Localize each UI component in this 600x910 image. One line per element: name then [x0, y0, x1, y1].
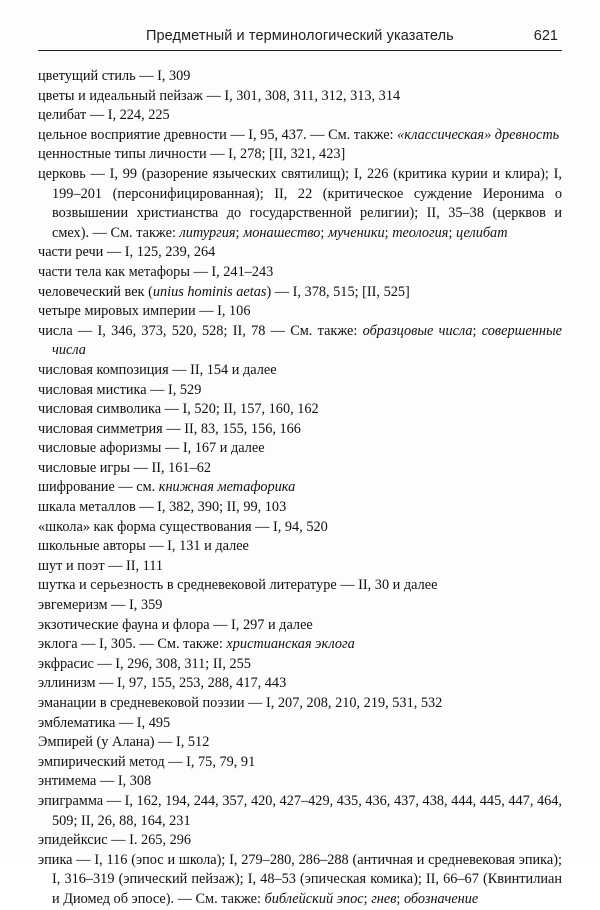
- entry-text: числовая симметрия — II, 83, 155, 156, 166: [38, 420, 301, 437]
- index-entry: [38, 792, 562, 831]
- entry-text: числа — I, 346, 373, 520, 528; II, 78 — См. также:: [38, 322, 363, 339]
- index-entry: [38, 145, 562, 165]
- entry-text: эвгемеризм — I, 359: [38, 597, 163, 614]
- index-entry: [38, 87, 562, 107]
- entry-text: числовые игры — II, 161–62: [38, 459, 212, 476]
- entry-text: числовая композиция — II, 154 и далее: [38, 361, 277, 378]
- entry-text: числовая мистика — I, 529: [38, 381, 202, 398]
- entry-text: ;: [363, 890, 372, 907]
- index-entry: [38, 733, 562, 753]
- entry-text: эклога — I, 305. — См. также:: [38, 636, 227, 653]
- entry-text: экзотические фауна и флора — I, 297 и далее: [38, 616, 313, 633]
- entry-text: ;: [472, 322, 482, 339]
- entry-text: энтимема — I, 308: [38, 773, 152, 790]
- index-entry: [38, 263, 562, 283]
- cross-reference: гнев: [371, 890, 397, 907]
- entry-text: эпиграмма — I, 162, 194, 244, 357, 420, 427–429, 435, 436, 437, 438, 444, 445, 447, 464, 509; II, 26, 88, 164, 231: [38, 792, 562, 829]
- index-entry: [38, 498, 562, 518]
- entry-text: цветы и идеальный пейзаж — I, 301, 308, 311, 312, 313, 314: [38, 87, 401, 104]
- index-entry: [38, 635, 562, 655]
- entry-text: цельное восприятие древности — I, 95, 437. — См. также:: [38, 126, 398, 143]
- entry-text: школьные авторы — I, 131 и далее: [38, 538, 249, 555]
- entry-text: ;: [396, 890, 404, 907]
- entry-text: ;: [320, 224, 328, 241]
- index-entry: [38, 302, 562, 322]
- entry-text: ;: [384, 224, 393, 241]
- cross-reference: обозначение: [403, 890, 479, 907]
- index-entry: [38, 420, 562, 440]
- index-entry: [38, 322, 562, 361]
- cross-reference: библейский эпос: [264, 890, 364, 907]
- entry-text: человеческий век (: [38, 283, 153, 300]
- index-entry: [38, 67, 562, 87]
- cross-reference: монашество: [243, 224, 321, 241]
- entry-text: эманации в средневековой поэзии — I, 207, 208, 210, 219, 531, 532: [38, 695, 443, 711]
- index-entry: [38, 439, 562, 459]
- entry-text: числовые афоризмы — I, 167 и далее: [38, 440, 265, 457]
- index-entry: [38, 400, 562, 420]
- index-entry: [38, 126, 562, 146]
- cross-reference: unius hominis aetas: [152, 283, 267, 300]
- index-entry: [38, 361, 562, 381]
- page-number: 621: [533, 28, 558, 44]
- entry-text: цветущий стиль — I, 309: [38, 68, 191, 84]
- cross-reference: литургия: [179, 224, 236, 241]
- entry-text: экфрасис — I, 296, 308, 311; II, 255: [38, 655, 251, 672]
- cross-reference: совершенные числа: [52, 322, 562, 359]
- index-entry: [38, 694, 562, 714]
- entry-text: числовая символика — I, 520; II, 157, 160, 162: [38, 401, 319, 418]
- index-entry: [38, 537, 562, 557]
- entry-text: эмблематика — I, 495: [38, 714, 171, 731]
- entry-text: шкала металлов — I, 382, 390; II, 99, 103: [38, 499, 287, 516]
- cross-reference: целибат: [455, 224, 508, 241]
- cross-reference: книжная метафорика: [158, 479, 296, 496]
- entry-text: части тела как метафоры — I, 241–243: [38, 263, 274, 280]
- entry-text: эпидейксис — I. 265, 296: [38, 832, 192, 849]
- entry-text: ценностные типы личности — I, 278; [II, 321, 423]: [38, 146, 346, 163]
- entry-text: ;: [448, 224, 456, 241]
- entry-text: целибат — I, 224, 225: [38, 107, 170, 124]
- entry-text: ) — I, 378, 515; [II, 525]: [266, 283, 410, 300]
- index-entry: [38, 596, 562, 616]
- header-title: Предметный и терминологический указатель: [146, 28, 454, 44]
- entry-text: шут и поэт — II, 111: [38, 557, 164, 574]
- entry-text: четыре мировых империи — I, 106: [38, 303, 251, 320]
- entry-text: части речи — I, 125, 239, 264: [38, 244, 216, 261]
- running-header: [38, 28, 562, 51]
- index-entry: [38, 831, 562, 851]
- index-entry: [38, 381, 562, 401]
- index-entry: [38, 851, 562, 910]
- cross-reference: «классическая» древность: [397, 126, 560, 143]
- entry-text: шутка и серьезность в средневековой литературе — II, 30 и далее: [38, 577, 438, 594]
- index-entry: [38, 772, 562, 792]
- index-entry: [38, 616, 562, 636]
- index-entry: [38, 557, 562, 577]
- index-entry: [38, 459, 562, 479]
- index-entry: [38, 243, 562, 263]
- index-entry: [38, 576, 562, 596]
- cross-reference: теология: [392, 224, 449, 241]
- cross-reference: образцовые числа: [362, 322, 473, 339]
- entry-text: Эмпирей (у Алана) — I, 512: [38, 734, 210, 751]
- index-entry: [38, 165, 562, 243]
- entry-text: «школа» как форма существования — I, 94, 520: [38, 518, 328, 535]
- cross-reference: христианская эклога: [226, 636, 355, 653]
- index-entry: [38, 106, 562, 126]
- index-entry: [38, 674, 562, 694]
- index-entry: [38, 283, 562, 303]
- cross-reference: мученики: [327, 224, 385, 241]
- entry-text: церковь — I, 99 (разорение языческих святилищ); I, 226 (критика курии и клира); I, 199–201 (персонифицированная); II, 22 (критическое суждение Иеронима о возвышении христианства до государственной религии); II, 35–38 (церквов и смех). — См. также:: [38, 165, 562, 241]
- entry-text: ;: [235, 224, 244, 241]
- index-entry: [38, 518, 562, 538]
- index-entries: [38, 67, 562, 910]
- index-entry: [38, 478, 562, 498]
- entry-text: эмпирический метод — I, 75, 79, 91: [38, 753, 256, 770]
- index-entry: [38, 714, 562, 734]
- entry-text: шифрование — см.: [38, 479, 159, 496]
- entry-text: эллинизм — I, 97, 155, 253, 288, 417, 443: [38, 675, 287, 692]
- index-entry: [38, 753, 562, 773]
- entry-text: эпика — I, 116 (эпос и школа); I, 279–280, 286–288 (античная и средневековая эпика); I, 316–319 (эпический пейзаж); I, 48–53 (эпическая комика); II, 66–67 (Квинтилиан и Диомед об эпосе). — См. также:: [38, 851, 562, 907]
- index-entry: [38, 655, 562, 675]
